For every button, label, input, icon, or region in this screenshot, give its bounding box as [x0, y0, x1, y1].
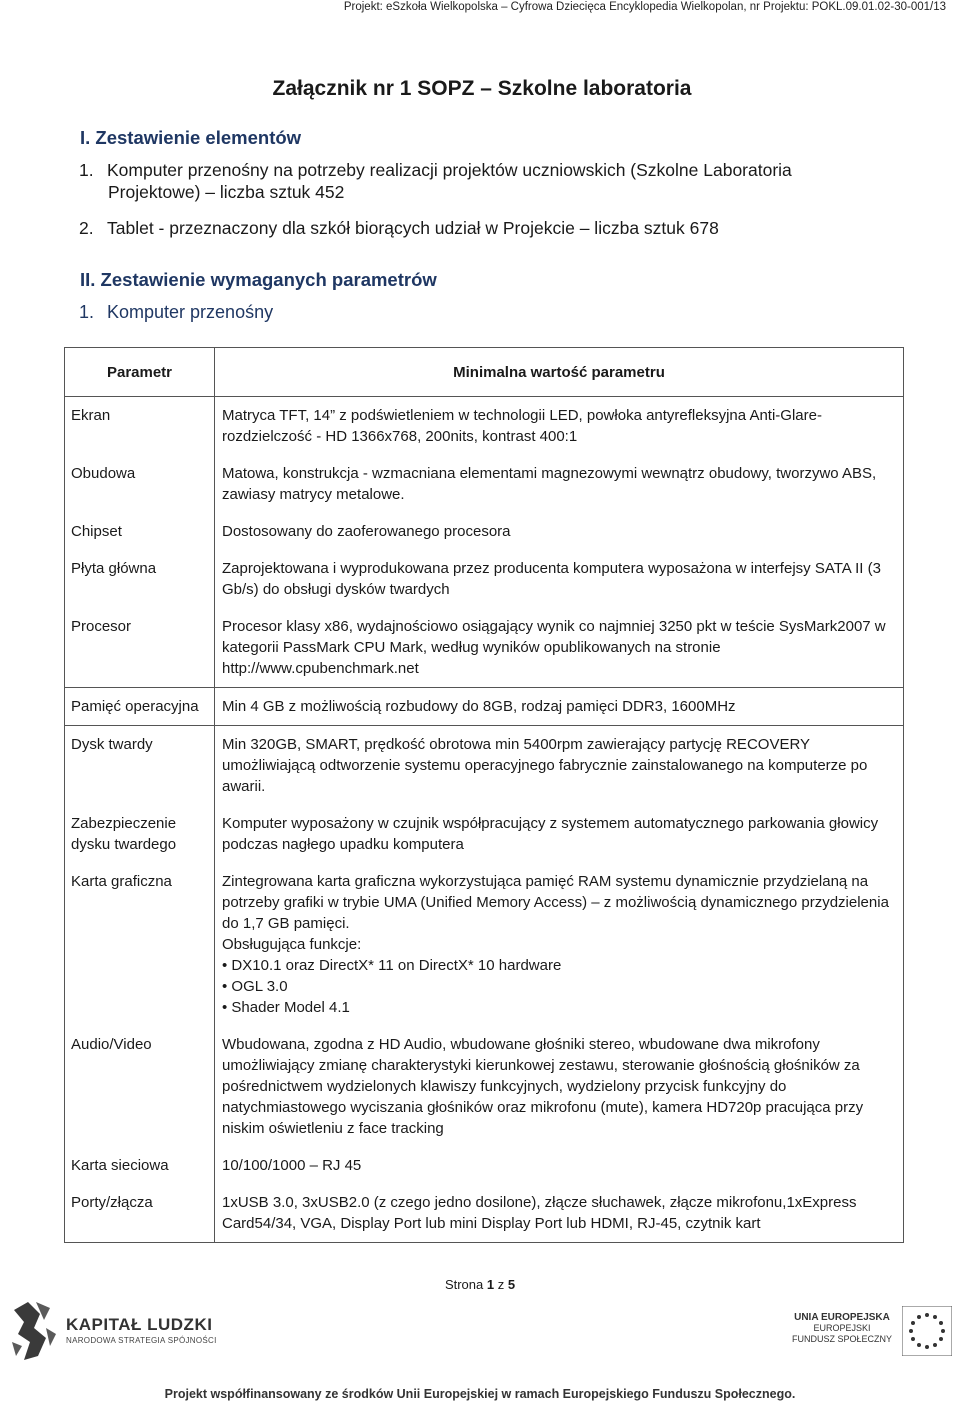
section-heading-1: I. Zestawienie elementów [80, 127, 302, 148]
list-text: Tablet - przeznaczony dla szkół biorących udział w Projekcie – liczba sztuk 678 [107, 218, 719, 238]
table-row [65, 455, 904, 513]
parameters-table [64, 347, 904, 1243]
list-text: Komputer przenośny na potrzeby realizacji projektów uczniowskich (Szkolne Laboratoria [107, 160, 792, 180]
parameter-cell: Procesor [65, 608, 215, 688]
parameter-cell: Ekran [65, 397, 215, 456]
value-cell: 1xUSB 3.0, 3xUSB2.0 (z czego jedno dosilone), złącze słuchawek, złącze mikrofonu,1xExpress Card54/34, VGA, Display Port lub mini Display Port lub HDMI, RJ-45, czytnik kart [215, 1184, 904, 1243]
page-number [0, 1276, 960, 1294]
list-item [79, 159, 899, 203]
list-item [79, 217, 719, 239]
eu-text [790, 1312, 894, 1345]
value-cell: Min 4 GB z możliwością rozbudowy do 8GB, rodzaj pamięci DDR3, 1600MHz [215, 688, 904, 726]
page-mid: z [494, 1277, 508, 1292]
table-row [65, 805, 904, 863]
sub-heading-text: Komputer przenośny [107, 302, 274, 322]
value-cell: Procesor klasy x86, wydajnościowo osiągający wynik co najmniej 3250 pkt w teście SysMark2007 w kategorii PassMark CPU Mark, według wyników opublikowanych na stronie http://www.cpubenchmark.net [215, 608, 904, 688]
value-cell: Min 320GB, SMART, prędkość obrotowa min 5400rpm zawierający partycję RECOVERY umożliwiającą odtworzenie systemu operacyjnego fabrycznie zainstalowanego na komputerze po awarii. [215, 726, 904, 806]
kapital-ludzki-title: KAPITAŁ LUDZKI [66, 1315, 213, 1334]
parameter-cell: Karta sieciowa [65, 1147, 215, 1184]
sub-heading-number: 1. [79, 302, 95, 322]
value-cell [215, 863, 904, 1026]
value-cell: Dostosowany do zaoferowanego procesora [215, 513, 904, 550]
section-heading-2: II. Zestawienie wymaganych parametrów [80, 269, 437, 290]
eu-line-1: UNIA EUROPEJSKA [794, 1312, 890, 1323]
page-prefix: Strona [444, 1277, 487, 1292]
value-cell: Wbudowana, zgodna z HD Audio, wbudowane głośniki stereo, wbudowane dwa mikrofony umożliwiający zmianę charakterystyki kierunkowej zestawu, sterowanie głośnością głośników za pośrednictwem wydzielonych klawiszy funkcyjnych, wydzielony przycisk funkcyjny do natychmiastowego wyciszania głośników oraz mikrofonu (mute), kamera HD720p pracująca przy niskim oświetleniu z face tracking [215, 1026, 904, 1147]
sub-heading [79, 300, 273, 324]
table-row [65, 688, 904, 726]
eu-logo [790, 1304, 954, 1360]
list-number: 1. [79, 160, 94, 180]
parameter-cell: Zabezpieczenie dysku twardego [65, 805, 215, 863]
value-extra: Obsługująca funkcje: [222, 936, 362, 953]
parameter-cell: Chipset [65, 513, 215, 550]
table-row [65, 863, 904, 1026]
kapital-ludzki-emblem-icon [10, 1298, 60, 1364]
parameter-cell: Karta graficzna [65, 863, 215, 1026]
parameter-cell: Porty/złącza [65, 1184, 215, 1243]
bullet-item: • OGL 3.0 [222, 978, 288, 995]
eu-flag-icon [902, 1306, 952, 1356]
value-text: Zintegrowana karta graficzna wykorzystująca pamięć RAM systemu dynamicznie przydzielaną na potrzeby grafiki w trybie UMA (Unified Memory Access) – z możliwością dynamicznego przydzielenia do 1,7 GB pamięci. [222, 873, 889, 932]
total-pages: 5 [507, 1277, 516, 1292]
table-row [65, 1184, 904, 1243]
value-cell: Zaprojektowana i wyprodukowana przez producenta komputera wyposażona w interfejsy SATA II (3 Gb/s) do obsługi dysków twardych [215, 550, 904, 608]
parameter-cell: Płyta główna [65, 550, 215, 608]
table-row [65, 726, 904, 806]
co-financing-note: Projekt współfinansowany ze środków Unii Europejskiej w ramach Europejskiego Funduszu Społecznego. [164, 1387, 796, 1401]
table-row [65, 608, 904, 688]
document-title: Załącznik nr 1 SOPZ – Szkolne laboratoria [272, 77, 692, 100]
page-header: Projekt: eSzkoła Wielkopolska – Cyfrowa Dziecięca Encyklopedia Wielkopolan, nr Projektu: POKL.09.01.02-30-001/13 [343, 1, 946, 13]
list-number: 2. [79, 218, 94, 238]
current-page: 1 [486, 1277, 495, 1292]
table-row [65, 1147, 904, 1184]
kapital-ludzki-subtitle: NARODOWA STRATEGIA SPÓJNOŚCI [66, 1336, 217, 1345]
table-row [65, 513, 904, 550]
parameter-cell: Obudowa [65, 455, 215, 513]
list-text-continued: Projektowe) – liczba sztuk 452 [108, 182, 345, 202]
bullet-item: • DX10.1 oraz DirectX* 11 on DirectX* 10 hardware [222, 957, 562, 974]
table-header-row [65, 348, 904, 397]
eu-line-3: FUNDUSZ SPOŁECZNY [791, 1334, 892, 1344]
table-row [65, 1026, 904, 1147]
parameter-cell: Pamięć operacyjna [65, 688, 215, 726]
parameter-cell: Audio/Video [65, 1026, 215, 1147]
value-cell: Matowa, konstrukcja - wzmacniana elementami magnezowymi wewnątrz obudowy, tworzywo ABS, zawiasy matrycy metalowe. [215, 455, 904, 513]
value-cell: Matryca TFT, 14” z podświetleniem w technologii LED, powłoka antyrefleksyjna Anti-Glare-rozdzielczość - HD 1366x768, 200nits, kontrast 400:1 [215, 397, 904, 456]
column-header-value: Minimalna wartość parametru [215, 348, 904, 397]
bullet-item: • Shader Model 4.1 [222, 999, 350, 1016]
value-cell: 10/100/1000 – RJ 45 [215, 1147, 904, 1184]
value-cell: Komputer wyposażony w czujnik współpracujący z systemem automatycznego parkowania głowicy podczas nagłego upadku komputera [215, 805, 904, 863]
eu-line-2: EUROPEJSKI [813, 1323, 871, 1333]
parameter-cell: Dysk twardy [65, 726, 215, 806]
column-header-parameter: Parametr [65, 348, 215, 397]
table-row [65, 397, 904, 456]
kapital-ludzki-logo [10, 1298, 217, 1364]
table-row [65, 550, 904, 608]
